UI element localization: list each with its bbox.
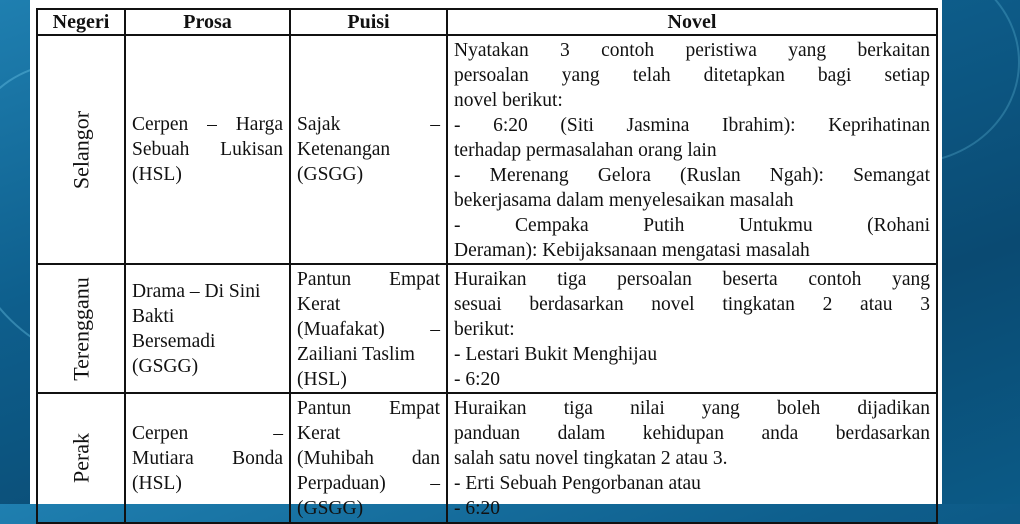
literature-table: [36, 8, 938, 524]
puisi-line: (GSGG): [297, 498, 364, 519]
puisi-line: Kerat: [297, 423, 341, 444]
puisi-line: Sajak –: [297, 114, 440, 135]
negeri-cell: [37, 264, 125, 393]
table-row: [37, 393, 937, 523]
prosa-line: Mutiara Bonda: [132, 447, 283, 469]
puisi-line: (GSGG): [297, 164, 364, 185]
novel-line: - Merenang Gelora (Ruslan Ngah): Semangat: [454, 165, 930, 186]
prosa-line: (HSL): [132, 472, 182, 494]
negeri-cell: [37, 393, 125, 523]
novel-cell: [447, 264, 937, 393]
prosa-line: Cerpen – Harga: [132, 114, 283, 135]
prosa-line: Sebuah Lukisan: [132, 139, 283, 160]
novel-line: sesuai berdasarkan novel tingkatan 2 atau 3: [454, 294, 930, 315]
puisi-cell: [290, 35, 447, 264]
novel-line: Nyatakan 3 contoh peristiwa yang berkaitan: [454, 40, 930, 61]
novel-line: - 6:20: [454, 369, 501, 390]
header-row: [37, 9, 937, 35]
puisi-cell: [290, 393, 447, 523]
header-prosa: Prosa: [125, 9, 290, 35]
novel-line: - 6:20 (Siti Jasmina Ibrahim): Keprihatinan: [454, 115, 930, 136]
prosa-cell: [125, 393, 290, 523]
header-puisi: Puisi: [290, 9, 447, 35]
novel-line: bekerjasama dalam menyelesaikan masalah: [454, 190, 794, 211]
puisi-line: Zailiani Taslim: [297, 344, 415, 365]
novel-cell: [447, 393, 937, 523]
prosa-line: Drama – Di Sini: [132, 280, 261, 302]
puisi-line: Ketenangan: [297, 139, 391, 160]
novel-line: Deraman): Kebijaksanaan mengatasi masalah: [454, 240, 810, 261]
puisi-line: Pantun Empat: [297, 269, 440, 290]
negeri-label: Selangor: [68, 110, 94, 189]
header-negeri: Negeri: [37, 9, 125, 35]
table-row: [37, 264, 937, 393]
novel-line: Huraikan tiga persoalan beserta contoh yang: [454, 269, 930, 290]
novel-line: salah satu novel tingkatan 2 atau 3.: [454, 448, 728, 469]
negeri-label: Perak: [68, 432, 94, 484]
novel-line: - Lestari Bukit Menghijau: [454, 344, 658, 365]
prosa-line: Bersemadi: [132, 330, 216, 352]
novel-line: - Cempaka Putih Untukmu (Rohani: [454, 215, 930, 236]
novel-line: berikut:: [454, 319, 515, 340]
puisi-line: Pantun Empat: [297, 398, 440, 419]
novel-line: novel berikut:: [454, 90, 563, 111]
novel-line: - 6:20: [454, 498, 501, 519]
puisi-line: (HSL): [297, 369, 347, 390]
document-page: [30, 0, 942, 519]
puisi-line: Kerat: [297, 294, 341, 315]
prosa-line: Cerpen –: [132, 422, 283, 444]
novel-line: terhadap permasalahan orang lain: [454, 140, 717, 161]
novel-line: - Erti Sebuah Pengorbanan atau: [454, 473, 701, 494]
puisi-cell: [290, 264, 447, 393]
novel-cell: [447, 35, 937, 264]
negeri-cell: [37, 35, 125, 264]
table-row: [37, 35, 937, 264]
prosa-line: Bakti: [132, 305, 175, 327]
prosa-line: (GSGG): [132, 355, 199, 377]
prosa-cell: [125, 264, 290, 393]
puisi-line: (Muhibah dan: [297, 448, 440, 469]
negeri-label: Terengganu: [68, 276, 94, 381]
novel-line: persoalan yang telah ditetapkan bagi setiap: [454, 65, 930, 86]
prosa-line: (HSL): [132, 164, 182, 185]
prosa-cell: [125, 35, 290, 264]
header-novel: Novel: [447, 9, 937, 35]
novel-line: Huraikan tiga nilai yang boleh dijadikan: [454, 398, 930, 419]
puisi-line: Perpaduan) –: [297, 473, 440, 494]
puisi-line: (Muafakat) –: [297, 319, 440, 340]
novel-line: panduan dalam kehidupan anda berdasarkan: [454, 423, 930, 444]
